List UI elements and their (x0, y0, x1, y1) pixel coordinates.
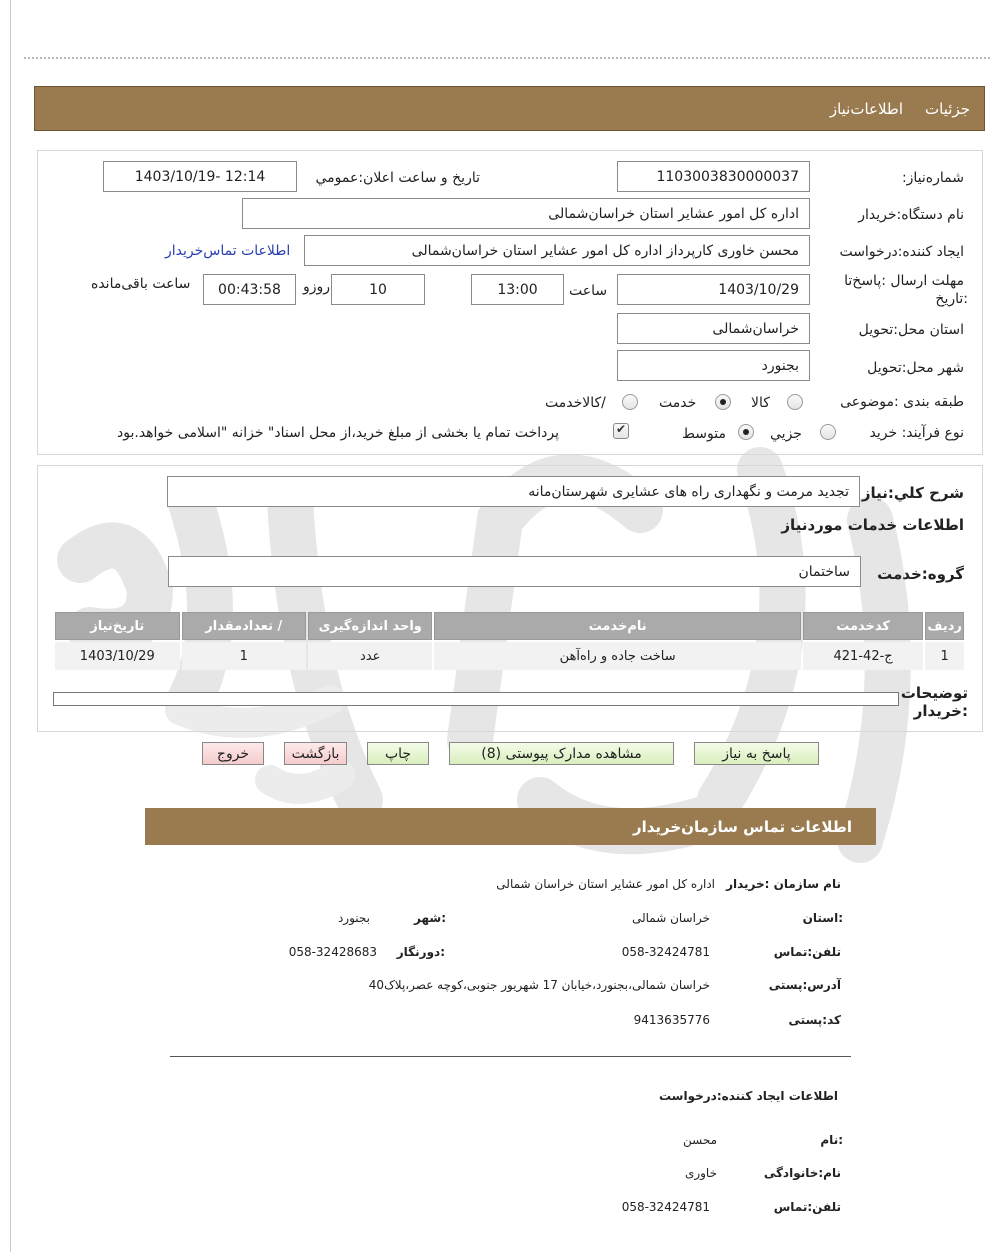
need-number-field: 1103003830000037 (617, 161, 810, 192)
category-radio-goods-service[interactable] (622, 394, 638, 410)
col-code-header: کدخدمت (803, 612, 923, 640)
deadline-time-field: 13:00 (471, 274, 564, 305)
category-label: طبقه بندی :موضوعی (840, 394, 964, 410)
dotted-separator (24, 57, 990, 59)
contact-postal-label: کد:پستی (788, 1013, 841, 1027)
contact-divider (170, 1056, 851, 1057)
attachments-button[interactable]: مشاهده مدارک پیوستی (8) (449, 742, 674, 765)
buyer-notes-label-2: :خریدار (913, 702, 968, 720)
reply-button[interactable]: پاسخ به نیاز (694, 742, 819, 765)
contact-postal-value: 9413635776 (633, 1013, 710, 1027)
org-name-label: نام سازمان :خریدار (726, 877, 841, 891)
cell-date: 1403/10/29 (55, 642, 180, 670)
requester-phone-value: 058-32424781 (621, 1200, 710, 1214)
creator-field: محسن خاوری کارپرداز اداره کل امور عشایر استان خراسان‌شمالی (304, 235, 810, 266)
table-row (55, 642, 964, 670)
contact-fax-label: :دورنگار (396, 945, 445, 959)
category-radio-service[interactable] (715, 394, 731, 410)
province-label: استان محل:تحویل (858, 322, 964, 338)
requester-section-title: اطلاعات ایجاد کننده:درخواست (658, 1089, 838, 1103)
deadline-time-label: ساعت (569, 283, 608, 299)
deadline-label-2: :تاریخ (935, 291, 968, 307)
contact-fax-value: 058-32428683 (288, 945, 377, 959)
buyer-org-field: اداره کل امور عشایر استان خراسان‌شمالی (242, 198, 810, 229)
left-border-line (10, 0, 11, 1252)
remaining-time-field: 00:43:58 (203, 274, 296, 305)
col-name-header: نام‌خدمت (434, 612, 800, 640)
category-option-service: خدمت (659, 395, 697, 411)
buyer-notes-field (53, 692, 899, 706)
category-option-goods: کالا (751, 395, 770, 411)
category-radio-goods[interactable] (787, 394, 803, 410)
process-option-medium: متوسط (682, 426, 726, 442)
details-header-bar (34, 86, 985, 131)
buyer-contact-link[interactable]: اطلاعات تماس‌خریدار (165, 243, 291, 259)
cell-row: 1 (925, 642, 964, 670)
days-field: 10 (331, 274, 425, 305)
contact-city-label: :شهر (414, 911, 446, 925)
service-group-field: ساختمان (168, 556, 861, 587)
creator-label: ایجاد کننده:درخواست (839, 244, 964, 260)
remaining-label: ساعت باقی‌مانده (91, 276, 191, 292)
contact-city-value: بجنورد (337, 911, 370, 925)
treasury-payment-checkbox[interactable] (613, 423, 629, 439)
contact-phone-value: 058-32424781 (621, 945, 710, 959)
tab-need-info[interactable]: اطلاعات‌نیاز (829, 99, 904, 118)
contact-address-label: آدرس:پستی (768, 978, 841, 992)
org-name-value: اداره کل امور عشایر استان خراسان شمالی (496, 877, 715, 891)
service-group-label: گروه:خدمت (877, 565, 964, 583)
deadline-date-field: 1403/10/29 (617, 274, 810, 305)
requester-phone-label: تلفن:تماس (773, 1200, 841, 1214)
cell-name: ساخت جاده و راه‌آهن (434, 642, 800, 670)
process-radio-medium[interactable] (738, 424, 754, 440)
back-button[interactable]: بازگشت (284, 742, 347, 765)
col-qty-header: / تعدادمقدار (182, 612, 306, 640)
city-label: شهر محل:تحویل (867, 360, 964, 376)
announce-label: تاریخ و ساعت اعلان:عمومي (315, 170, 480, 186)
tab-details[interactable]: جزئیات (925, 99, 970, 118)
process-radio-minor[interactable] (820, 424, 836, 440)
treasury-payment-note: پرداخت تمام یا بخشی از مبلغ خرید،از محل اسناد" خزانه "اسلامی خواهد.بود (117, 425, 560, 441)
buyer-contact-header: اطلاعات تماس سازمان‌خریدار (145, 808, 876, 845)
general-desc-field: تجدید مرمت و نگهداری راه های عشایری شهرستان‌مانه (167, 476, 860, 507)
need-number-label: شماره‌نیاز: (901, 170, 964, 186)
category-option-goods-service: /کالاخدمت (545, 395, 606, 411)
buyer-notes-label-1: توضیحات (900, 684, 968, 702)
exit-button[interactable]: خروج (202, 742, 264, 765)
cell-code: ج-42-421 (803, 642, 923, 670)
process-label: نوع فرآیند: خرید (869, 425, 964, 441)
general-desc-label: شرح کلي:نیاز (861, 484, 964, 502)
requester-name-label: :نام (820, 1133, 843, 1147)
print-button[interactable]: چاپ (367, 742, 429, 765)
process-option-minor: جزیي (770, 426, 802, 442)
province-field: خراسان‌شمالی (617, 313, 810, 344)
deadline-label-1: مهلت ارسال :پاسخ‌تا (844, 273, 964, 289)
col-row-header: ردیف (925, 612, 964, 640)
contact-phone-label: تلفن:تماس (773, 945, 841, 959)
city-field: بجنورد (617, 350, 810, 381)
requester-family-value: خاوری (684, 1166, 717, 1180)
requester-name-value: محسن (682, 1133, 717, 1147)
cell-qty: 1 (182, 642, 306, 670)
days-label: روزو (303, 279, 331, 295)
table-header-row (55, 612, 964, 640)
requester-family-label: نام:خانوادگی (763, 1166, 841, 1180)
services-table (53, 610, 966, 672)
col-unit-header: واحد اندازه‌گیری (308, 612, 432, 640)
cell-unit: عدد (308, 642, 432, 670)
services-section-title: اطلاعات خدمات موردنیاز (781, 516, 964, 534)
buyer-org-label: نام دستگاه:خریدار (858, 207, 964, 223)
contact-address-value: خراسان شمالی،بجنورد،خیابان 17 شهریور جنوبی،کوچه عصر،پلاک40 (368, 978, 710, 992)
contact-province-label: :استان (802, 911, 843, 925)
contact-province-value: خراسان شمالی (631, 911, 710, 925)
announce-datetime-field: 1403/10/19- 12:14 (103, 161, 297, 192)
col-date-header: تاریخ‌نیاز (55, 612, 180, 640)
